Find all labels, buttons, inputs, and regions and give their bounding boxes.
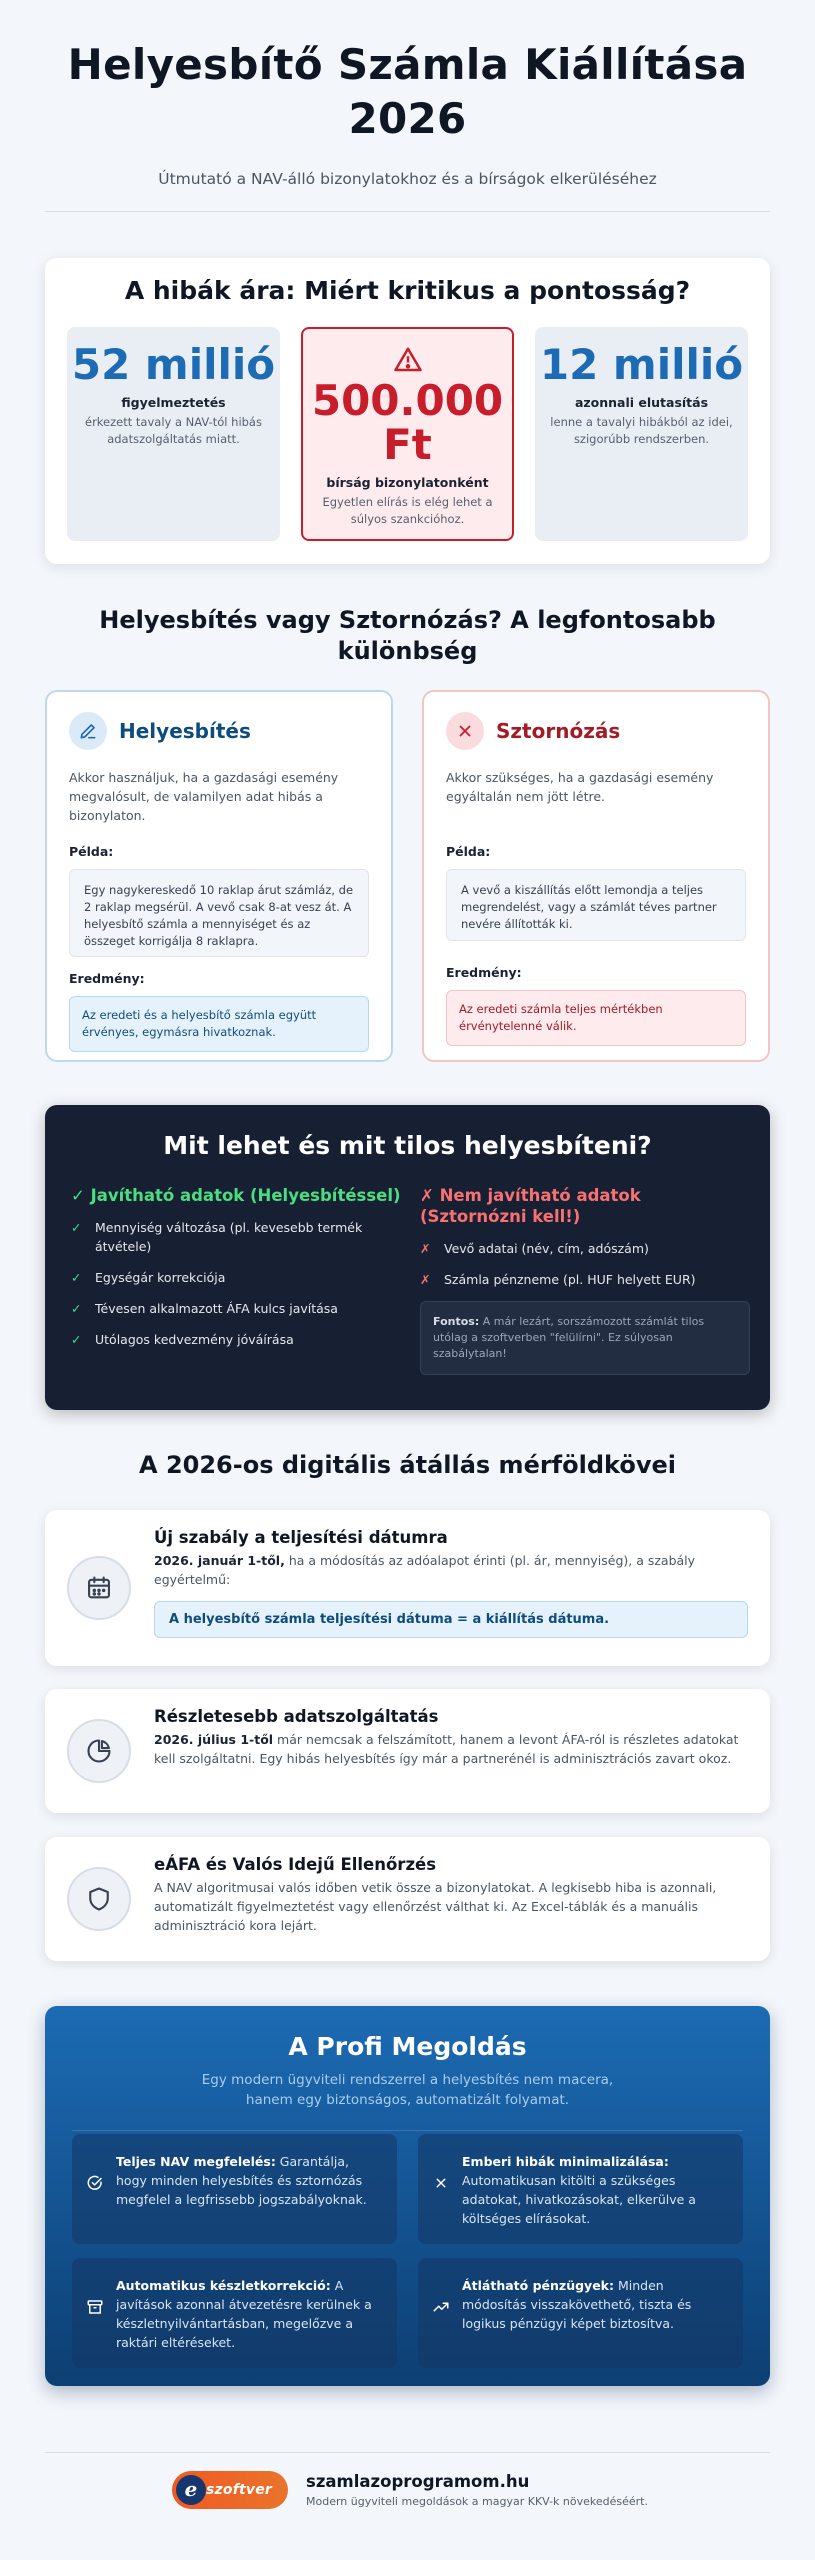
pro-subtitle: Egy modern ügyviteli rendszerrel a helyesbítés nem macera, hanem egy biztonságos, automatizált folyamat. [201, 2072, 614, 2108]
feature-title: Átlátható pénzügyek: [462, 2278, 614, 2293]
archive-icon [86, 2298, 104, 2316]
correction-example: Egy nagykereskedő 10 raklap árut számláz, de 2 raklap megsérül. A vevő csak 8-at vesz át. A helyesbítő számla a mennyiséget és az összeget korrigálja 8 raklapra. [69, 869, 369, 957]
milestone-text [154, 1730, 748, 1768]
correction-result: Az eredeti és a helyesbítő számla együtt érvényes, egymásra hivatkoznak. [69, 996, 369, 1052]
check-icon: ✓ [71, 1301, 82, 1316]
correction-card [45, 690, 393, 1062]
milestone-text [154, 1551, 748, 1589]
check-icon: ✓ [71, 1270, 82, 1285]
storno-text: Akkor szükséges, ha a gazdasági esemény egyáltalán nem jött létre. [446, 770, 714, 804]
forbidden-list [420, 1239, 750, 1289]
stat-desc: érkezett tavaly a NAV-tól hibás adatszolgáltatás miatt. [85, 415, 262, 446]
divider [45, 211, 770, 212]
milestone-date: 2026. július 1-től [154, 1732, 274, 1747]
feature-title: Automatikus készletkorrekció: [116, 2278, 331, 2293]
cross-icon: ✗ [420, 1241, 431, 1256]
stat-fine [301, 327, 514, 541]
milestone-desc: ha a módosítás az adóalapot érinti (pl. ár, mennyiség), a szabály egyértelmű: [154, 1553, 696, 1587]
storno-result: Az eredeti számla teljes mértékben érvénytelenné válik. [446, 990, 746, 1046]
feature-card [418, 2258, 743, 2368]
list-item [71, 1299, 401, 1318]
trend-up-icon [432, 2298, 450, 2316]
list-item-text: Mennyiség változása (pl. kevesebb termék átvétele) [95, 1220, 363, 1254]
header [0, 38, 815, 188]
list-item [71, 1268, 401, 1287]
close-icon [432, 2174, 450, 2192]
stat-label: figyelmeztetés [121, 395, 226, 410]
milestone-date: 2026. január 1-től, [154, 1553, 285, 1568]
storno-title: Sztornózás [496, 719, 621, 743]
milestone-desc: már nemcsak a felszámított, hanem a levont ÁFA-ról is részletes adatokat kell szolgáltatni. Egy hibás helyesbítés így már a partnerénél is adminisztrációs zavart okoz. [154, 1732, 739, 1766]
result-label: Eredmény: [69, 971, 145, 986]
result-label: Eredmény: [446, 965, 522, 980]
close-icon [446, 712, 484, 750]
feature-title: Teljes NAV megfelelés: [116, 2154, 276, 2169]
list-item-text: Egységár korrekciója [95, 1270, 226, 1285]
stat-value: 12 millió [539, 340, 744, 389]
milestone-title: eÁFA és Valós Idejű Ellenőrzés [154, 1855, 437, 1874]
feature-text: A javítások azonnal átvezetésre kerülnek a készletnyilvántartásban, megelőzve a raktári eltéréseket. [116, 2278, 372, 2350]
forbidden-title: ✗ Nem javítható adatok (Sztornózni kell!) [420, 1186, 641, 1226]
rules-section [45, 1105, 770, 1410]
divider [72, 2130, 743, 2131]
feature-card [72, 2134, 397, 2244]
rules-title: Mit lehet és mit tilos helyesbíteni? [163, 1131, 652, 1160]
pencil-icon [69, 712, 107, 750]
feature-text: Garantálja, hogy minden helyesbítés és sztornózás megfelel a legfrissebb jogszabályoknak. [116, 2154, 367, 2207]
storno-example: A vevő a kiszállítás előtt lemondja a teljes megrendelést, vagy a számlát téves partner nevére állították ki. [446, 869, 746, 941]
feature-title: Emberi hibák minimalizálása: [462, 2154, 669, 2169]
milestone-highlight: A helyesbítő számla teljesítési dátuma = a kiállítás dátuma. [154, 1601, 748, 1638]
list-item-text: Tévesen alkalmazott ÁFA kulcs javítása [95, 1301, 338, 1316]
allowed-column [71, 1185, 401, 1361]
milestone-card [45, 1689, 770, 1813]
list-item [420, 1239, 750, 1258]
list-item-text: Számla pénzneme (pl. HUF helyett EUR) [444, 1272, 696, 1287]
example-label: Példa: [446, 844, 491, 859]
milestone-title: Részletesebb adatszolgáltatás [154, 1707, 439, 1726]
footer-tagline: Modern ügyviteli megoldások a magyar KKV-k növekedéséért. [306, 2495, 648, 2508]
milestone-text [154, 1878, 748, 1935]
page-title: Helyesbítő Számla Kiállítása 2026 [67, 40, 748, 143]
example-label: Példa: [69, 844, 114, 859]
list-item [71, 1330, 401, 1349]
stat-warnings [67, 327, 280, 541]
stats-card [45, 258, 770, 564]
check-icon: ✓ [71, 1332, 82, 1347]
feature-card [418, 2134, 743, 2244]
stat-value: 52 millió [71, 340, 276, 389]
stats-title: A hibák ára: Miért kritikus a pontosság? [124, 276, 691, 305]
important-note [420, 1301, 750, 1375]
storno-card [422, 690, 770, 1062]
forbidden-column [420, 1185, 750, 1375]
correction-title: Helyesbítés [119, 719, 251, 743]
stat-desc: lenne a tavalyi hibákból az idei, szigorúbb rendszerben. [550, 415, 733, 446]
stat-label: bírság bizonylatonként [326, 475, 489, 490]
page-subtitle: Útmutató a NAV-álló bizonylatokhoz és a bírságok elkerüléséhez [158, 170, 657, 188]
stat-label: azonnali elutasítás [574, 395, 709, 410]
feature-card [72, 2258, 397, 2368]
note-label: Fontos: [433, 1315, 480, 1328]
milestones-title: A 2026-os digitális átállás mérföldkövei [139, 1451, 676, 1479]
stat-rejections [535, 327, 748, 541]
pro-title: A Profi Megoldás [288, 2032, 527, 2061]
note-text: A már lezárt, sorszámozott számlát tilos utólag a szoftverben "felülírni". Ez súlyosan szabálytalan! [433, 1315, 705, 1360]
milestone-title: Új szabály a teljesítési dátumra [154, 1528, 448, 1547]
feature-text: Minden módosítás visszakövethető, tiszta és logikus pénzügyi képet biztosítva. [462, 2278, 692, 2331]
list-item-text: Utólagos kedvezmény jóváírása [95, 1332, 294, 1347]
correction-text: Akkor használjuk, ha a gazdasági esemény megvalósult, de valamilyen adat hibás a bizonylaton. [69, 770, 339, 823]
check-circle-icon [86, 2174, 104, 2192]
calendar-icon [67, 1556, 131, 1620]
footer-site-link[interactable]: szamlazoprogramom.hu [306, 2472, 530, 2491]
milestone-card [45, 1837, 770, 1961]
milestone-desc: A NAV algoritmusai valós időben vetik össze a bizonylatokat. A legkisebb hiba is azonnali, automatizált figyelmeztetést vagy ellenőrzést válthat ki. Az Excel-táblák és a manuális adminisztráció kora lejárt. [154, 1880, 717, 1933]
check-icon: ✓ [71, 1220, 82, 1235]
footer [172, 2471, 648, 2509]
divider [45, 2452, 770, 2453]
warning-icon [303, 345, 512, 375]
brand-logo[interactable] [172, 2471, 288, 2509]
feature-text: Automatikusan kitölti a szükséges adatokat, hivatkozásokat, elkerülve a költséges elírásokat. [462, 2173, 696, 2226]
list-item [420, 1270, 750, 1289]
stat-desc: Egyetlen elírás is elég lehet a súlyos szankcióhoz. [322, 495, 493, 526]
pie-chart-icon [67, 1719, 131, 1783]
shield-icon [67, 1867, 131, 1931]
pro-solution-section [45, 2006, 770, 2386]
stat-value: 500.000 Ft [311, 376, 504, 469]
logo-text: szoftver [206, 2482, 273, 2498]
milestone-card [45, 1510, 770, 1666]
list-item-text: Vevő adatai (név, cím, adószám) [444, 1241, 649, 1256]
cross-icon: ✗ [420, 1272, 431, 1287]
list-item [71, 1218, 401, 1256]
logo-mark: e [176, 2475, 206, 2505]
compare-title: Helyesbítés vagy Sztornózás? A legfontosabb különbség [99, 606, 716, 665]
allowed-list [71, 1218, 401, 1349]
allowed-title: ✓ Javítható adatok (Helyesbítéssel) [71, 1186, 401, 1205]
